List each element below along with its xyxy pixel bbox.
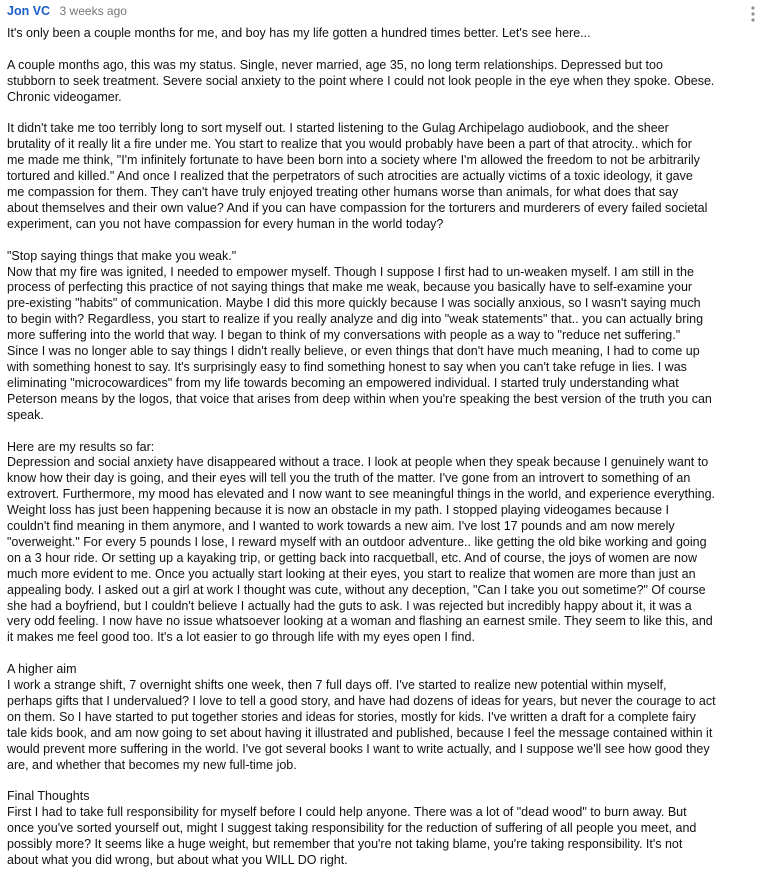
comment-paragraph (7, 440, 741, 647)
comment-text-line: are, and whether that becomes my new full-time job. (7, 757, 297, 772)
comment-text-line: Here are my results so far: (7, 439, 155, 454)
comment-paragraph (7, 26, 741, 42)
comment-text-line: stubborn to seek treatment. Severe social anxiety to the point where I could not look people in the eye when they spoke. Obese. (7, 73, 715, 88)
comment-text-line: appealing body. I asked out a girl at work I thought was cute, without any deception, "Can I take you out sometime?" Of course (7, 582, 706, 597)
comment-text-line: it makes me feel good too. It's a lot easier to go through life with my eyes open I find. (7, 630, 475, 645)
comment-text-line: about what you did wrong, but about what you WILL DO right. (7, 853, 348, 868)
comment-text-line: A higher aim (7, 662, 77, 677)
comment-header (7, 3, 741, 20)
comment-text-line: experiment, can you not have compassion for every human in the world today? (7, 216, 444, 231)
comment-text-line: more suffering into the world that way. I began to think of my conversations with people as a way to "reduce net suffering." (7, 328, 681, 343)
comment-paragraph (7, 662, 741, 773)
comment-text-line: very odd feeling. I now have no issue whatsoever looking at a woman and flashing an earnest smile. They seem to like this, and (7, 614, 713, 629)
comment-text-line: I work a strange shift, 7 overnight shifts one week, then 7 full days off. I've started to realize new potential within myself, (7, 678, 667, 693)
comment-text-line: once you've sorted yourself out, might I suggest taking responsibility for the reduction of suffering of all people you meet, and (7, 821, 697, 836)
comment-paragraph (7, 58, 741, 106)
comment-text-line: pre-existing "habits" of communication. Maybe I did this more quickly because I was socially anxious, so I wasn't saying much (7, 296, 701, 311)
comment-text-line: Final Thoughts (7, 789, 90, 804)
comment-author[interactable]: Jon VC (7, 4, 51, 18)
comment-text-line: extrovert. Furthermore, my mood has elevated and I now want to see meaningful things in the world, and experience everything. (7, 487, 716, 502)
comment-text-line: me made me think, "I'm infinitely fortunate to have been born into a society where I'm allowed the freedom to not be arbitrarily (7, 153, 700, 168)
comment-text-line: Weight loss has just been happening because it is now an obstacle in my path. I stopped playing videogames because I (7, 503, 669, 518)
comment-paragraph (7, 789, 741, 869)
comment-text-line: speak. (7, 407, 44, 422)
comment-text-line: "Stop saying things that make you weak." (7, 248, 237, 263)
comment-text-line: tortured and killed." And once I realized that the perpetrators of such atrocities are actually victims of a toxic ideology, it gave (7, 169, 693, 184)
comment-text-line: It didn't take me too terribly long to sort myself out. I started listening to the Gulag Archipelago audiobook, and the sheer (7, 121, 669, 136)
comment-timestamp[interactable]: 3 weeks ago (59, 4, 127, 18)
comment-text-line: brutality of it really lit a fire under me. You start to realize that you would probably have been a part of that atrocity.. which for (7, 137, 692, 152)
comment-text-line: perhaps gifts that I undervalued? I love to tell a good story, and have had dozens of ideas for years, but never the courage to act (7, 693, 716, 708)
comment-text-line: couldn't find meaning in them anymore, and I wanted to work towards a new aim. I've lost 17 pounds and am now merely (7, 519, 675, 534)
comment-paragraph (7, 121, 741, 232)
comment-text-line: with something honest to say. It's surprisingly easy to find something honest to say when you can't take refuge in lies. I was (7, 359, 687, 374)
comment-text-line: would prevent more suffering in the world. I've got several books I want to write actually, and I suppose we'll see how good they (7, 741, 710, 756)
comment-text-line: It's only been a couple months for me, and boy has my life gotten a hundred times better. Let's see here... (7, 26, 591, 40)
comment-text-line: First I had to take full responsibility for myself before I could help anyone. There was a lot of "dead wood" to burn away. But (7, 805, 687, 820)
comment-text-line: eliminating "microcowardices" from my life towards becoming an empowered individual. I started truly understanding what (7, 375, 679, 390)
comment-text-line: me compassion for them. They can't have truly enjoyed treating other humans worse than animals, for what does that say (7, 185, 679, 200)
comment-body (7, 26, 741, 869)
comment-text-line: Depression and social anxiety have disappeared without a trace. I look at people when they speak because I genuinely want to (7, 455, 709, 470)
comment-text-line: possibly more? It seems like a huge weight, but remember that you're not taking blame, you're taking responsibility. It's not (7, 837, 683, 852)
comment-text-line: Now that my fire was ignited, I needed to empower myself. Though I suppose I first had to un-weaken myself. I am still in the (7, 264, 694, 279)
comment-text-line: A couple months ago, this was my status. Single, never married, age 35, no long term relationships. Depressed but too (7, 57, 663, 72)
comment-text-line: tale kids book, and am now going to set about having it illustrated and published, because I feel the message contained within it (7, 725, 713, 740)
comment-text-line: on them. So I have started to put together stories and ideas for stories, mostly for kids. I've written a draft for a complete fairy (7, 709, 696, 724)
comment-text-line: "overweight." For every 5 pounds I lose, I reward myself with an outdoor adventure.. like getting the old bike working and going (7, 534, 707, 549)
comment-text-line: about themselves and their own value? And if you can have compassion for the torturers and murderers of every failed societal (7, 200, 708, 215)
comment-text-line: much more evident to me. Once you actually start looking at their eyes, you start to realize that women are more than just an (7, 566, 696, 581)
comment-text-line: Chronic videogamer. (7, 89, 122, 104)
comment-text-line: know how their day is going, and their eyes will tell you the truth of the matter. I've gone from an introvert to something of an (7, 471, 691, 486)
more-vertical-icon (751, 6, 755, 22)
comment-menu-button[interactable] (745, 3, 761, 25)
comment-text-line: on a 3 hour ride. Or setting up a kayaking trip, or getting back into racquetball, etc. And of course, the joys of women are now (7, 550, 697, 565)
comment-text-line: Peterson means by the logos, that voice that arises from deep within when you're speaking the best version of the truth you can (7, 391, 712, 406)
comment-paragraph (7, 249, 741, 424)
comment-text-line: process of perfecting this practice of not saying things that make me weak, because you basically have to self-examine your (7, 280, 693, 295)
comment-text-line: Since I was no longer able to say things I didn't really believe, or even things that don't have much meaning, I had to come up (7, 344, 700, 359)
comment-text-line: to begin with? Regardless, you start to realize if you really analyze and dig into "weak statements" that.. you can actually bring (7, 312, 704, 327)
comment-text-line: she had a boyfriend, but I couldn't believe I actually had the guts to ask. I was rejected but incredibly happy about it, it was a (7, 598, 692, 613)
